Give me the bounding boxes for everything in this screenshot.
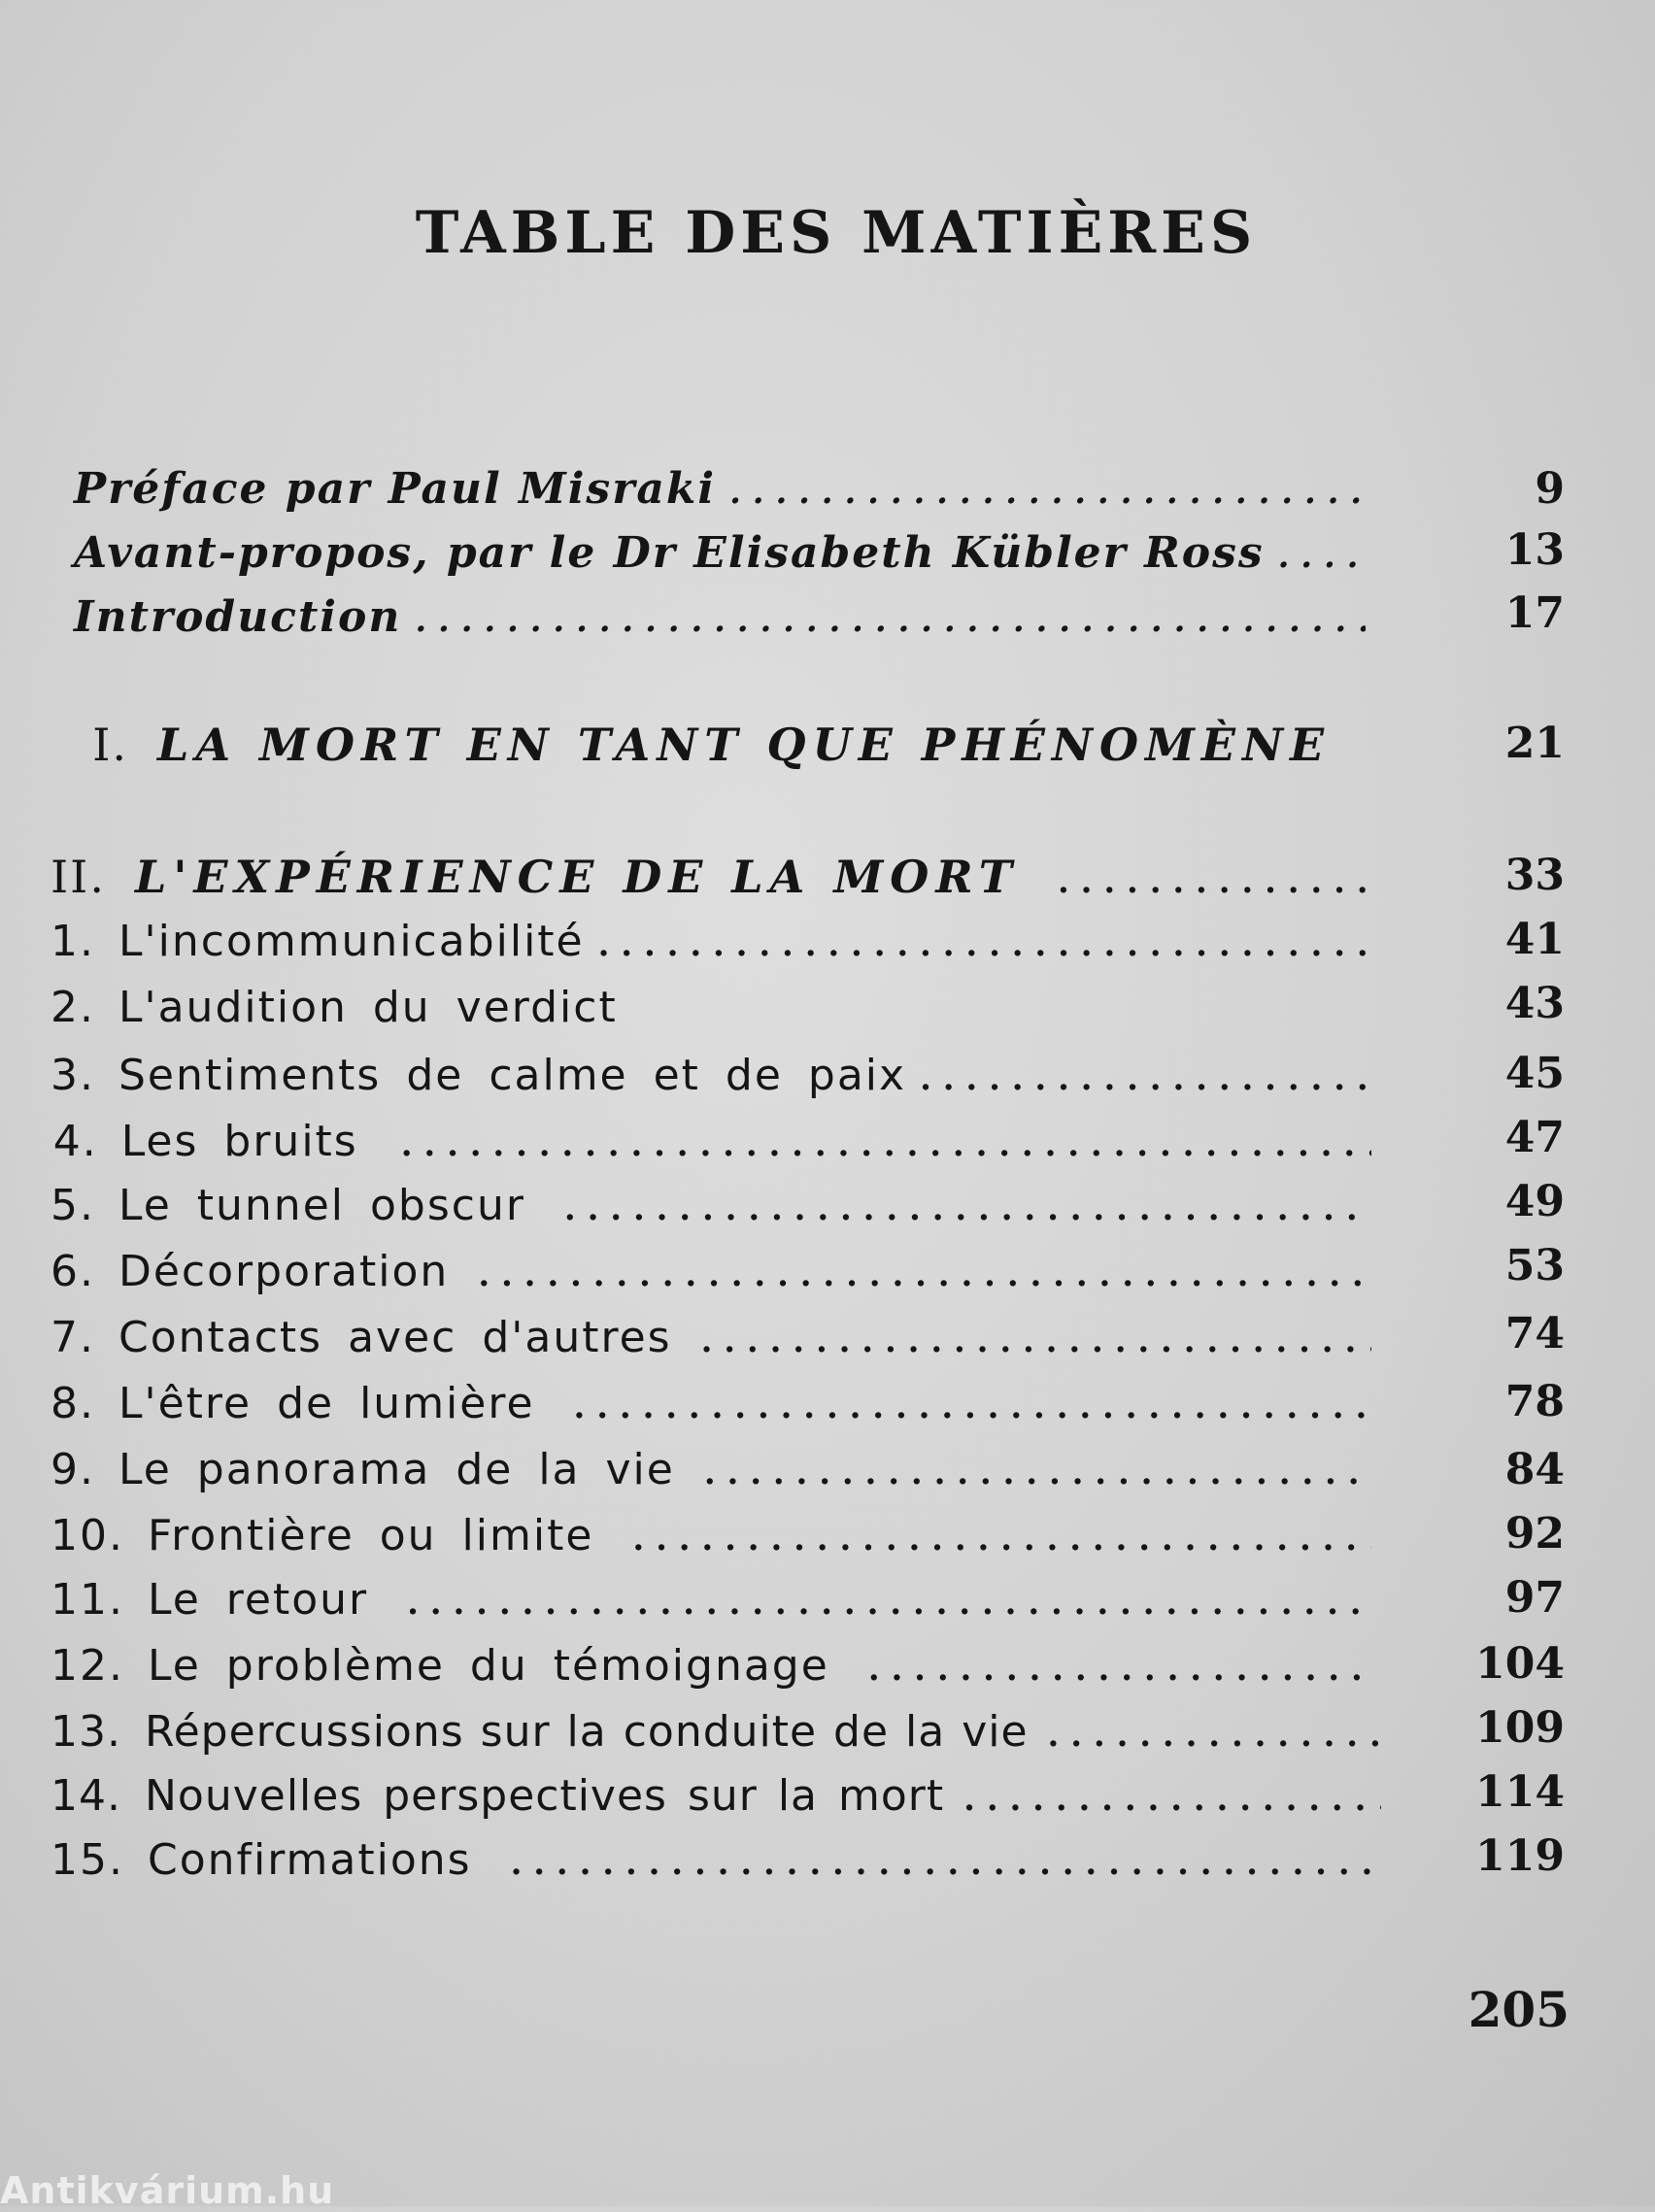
chapter-number: 7.	[51, 1313, 95, 1362]
toc-page-number: 41	[1504, 915, 1565, 964]
chapter-number: 8.	[51, 1379, 95, 1428]
chapter-label: L'incommunicabilité	[118, 917, 585, 966]
page-folio-number: 205	[1468, 1981, 1570, 2038]
chapter-number: 14.	[51, 1771, 121, 1821]
chapter-label: Décorporation	[118, 1247, 450, 1296]
dot-leader	[598, 925, 1371, 964]
chapter-number: 5.	[51, 1181, 95, 1230]
part-number: I.	[92, 719, 128, 771]
part-number: II.	[51, 851, 106, 903]
toc-chapter-7	[51, 1313, 1381, 1379]
toc-part-2	[51, 851, 1381, 917]
chapter-number: 9.	[51, 1445, 95, 1494]
toc-page-number: 78	[1504, 1377, 1565, 1426]
toc-chapter-3	[51, 1051, 1381, 1117]
toc-chapter-9	[51, 1445, 1381, 1511]
chapter-label: Les bruits	[120, 1117, 358, 1166]
toc-part-1	[51, 719, 1391, 785]
chapter-number: 11.	[51, 1575, 124, 1625]
toc-page-number: 114	[1475, 1767, 1565, 1817]
part-label: LA MORT EN TANT QUE PHÉNOMÈNE	[157, 719, 1332, 771]
toc-page-number: 53	[1504, 1241, 1565, 1290]
toc-page-number: 84	[1504, 1445, 1565, 1494]
chapter-label: L'audition du verdict	[118, 983, 618, 1032]
toc-entry-preface	[74, 464, 1375, 530]
toc-page-number: 33	[1504, 851, 1565, 900]
chapter-label: Sentiments de calme et de paix	[118, 1051, 907, 1100]
toc-chapter-12	[51, 1641, 1381, 1707]
chapter-number: 10.	[51, 1511, 124, 1560]
dot-leader	[511, 1844, 1381, 1883]
watermark-text: Antikvárium.hu	[0, 2169, 335, 2212]
toc-chapter-13	[51, 1707, 1391, 1773]
toc-chapter-2	[51, 983, 1381, 1049]
chapter-label: Répercussions sur la conduite de la vie	[144, 1707, 1029, 1757]
dot-leader	[1048, 1716, 1381, 1755]
toc-page-number: 109	[1475, 1703, 1565, 1753]
chapter-label: Confirmations	[147, 1835, 472, 1885]
chapter-number: 15.	[51, 1835, 124, 1885]
dot-leader	[1058, 862, 1371, 901]
chapter-number: 6.	[51, 1247, 95, 1296]
chapter-number: 2.	[51, 983, 95, 1032]
toc-chapter-8	[51, 1379, 1381, 1445]
dot-leader	[407, 1584, 1371, 1623]
chapter-number: 4.	[52, 1117, 98, 1166]
chapter-label: Le panorama de la vie	[118, 1445, 675, 1494]
toc-entry-label: Introduction	[74, 592, 402, 642]
toc-page-number: 92	[1504, 1509, 1565, 1558]
toc-chapter-14	[51, 1771, 1391, 1837]
toc-chapter-10	[51, 1511, 1381, 1577]
chapter-label: Le tunnel obscur	[118, 1181, 525, 1230]
dot-leader	[701, 1322, 1371, 1360]
toc-page-number: 17	[1504, 588, 1565, 638]
toc-chapter-5	[51, 1181, 1381, 1247]
toc-page-number: 9	[1535, 464, 1565, 514]
toc-chapter-15	[51, 1835, 1391, 1901]
toc-page-number: 21	[1504, 719, 1565, 768]
toc-page-number: 104	[1475, 1639, 1565, 1689]
chapter-label: Frontière ou limite	[147, 1511, 594, 1560]
toc-page-number: 47	[1504, 1113, 1565, 1162]
toc-entry-label: Préface par Paul Misraki	[74, 464, 717, 514]
toc-entry-label: Avant-propos, par le Dr Elisabeth Kübler Ross	[74, 528, 1265, 578]
dot-leader	[401, 1125, 1371, 1164]
chapter-number: 1.	[51, 917, 95, 966]
part-label: L'EXPÉRIENCE DE LA MORT	[134, 851, 1019, 903]
dot-leader	[920, 1059, 1371, 1098]
chapter-number: 3.	[51, 1051, 95, 1100]
dot-leader	[868, 1650, 1371, 1689]
toc-page-number: 13	[1504, 525, 1565, 575]
toc-chapter-4	[51, 1117, 1381, 1183]
dot-leader	[963, 1780, 1381, 1819]
toc-entry-foreword	[74, 528, 1375, 594]
dot-leader	[574, 1388, 1371, 1426]
toc-chapter-1	[51, 917, 1381, 983]
dot-leader	[632, 1520, 1371, 1558]
toc-page-number: 97	[1504, 1573, 1565, 1623]
dot-leader	[478, 1256, 1371, 1294]
toc-page-number: 49	[1504, 1177, 1565, 1226]
dot-leader	[415, 601, 1366, 640]
toc-page-number: 45	[1504, 1049, 1565, 1098]
toc-chapter-11	[51, 1575, 1381, 1641]
dot-leader	[729, 473, 1366, 512]
chapter-number: 12.	[51, 1641, 124, 1691]
chapter-label: Le problème du témoignage	[147, 1641, 829, 1691]
dot-leader	[704, 1454, 1371, 1492]
chapter-label: Le retour	[147, 1575, 369, 1625]
toc-page-number: 74	[1504, 1309, 1565, 1358]
toc-page-number: 43	[1504, 979, 1565, 1028]
toc-page-number: 119	[1475, 1831, 1565, 1881]
dot-leader	[564, 1190, 1371, 1228]
dot-leader	[1278, 537, 1366, 576]
chapter-label: L'être de lumière	[118, 1379, 535, 1428]
page-title: TABLE DES MATIÈRES	[415, 199, 1258, 267]
toc-chapter-6	[51, 1247, 1381, 1313]
chapter-label: Nouvelles perspectives sur la mort	[144, 1771, 945, 1821]
toc-entry-introduction	[74, 592, 1375, 658]
chapter-number: 13.	[51, 1707, 121, 1757]
chapter-label: Contacts avec d'autres	[118, 1313, 672, 1362]
